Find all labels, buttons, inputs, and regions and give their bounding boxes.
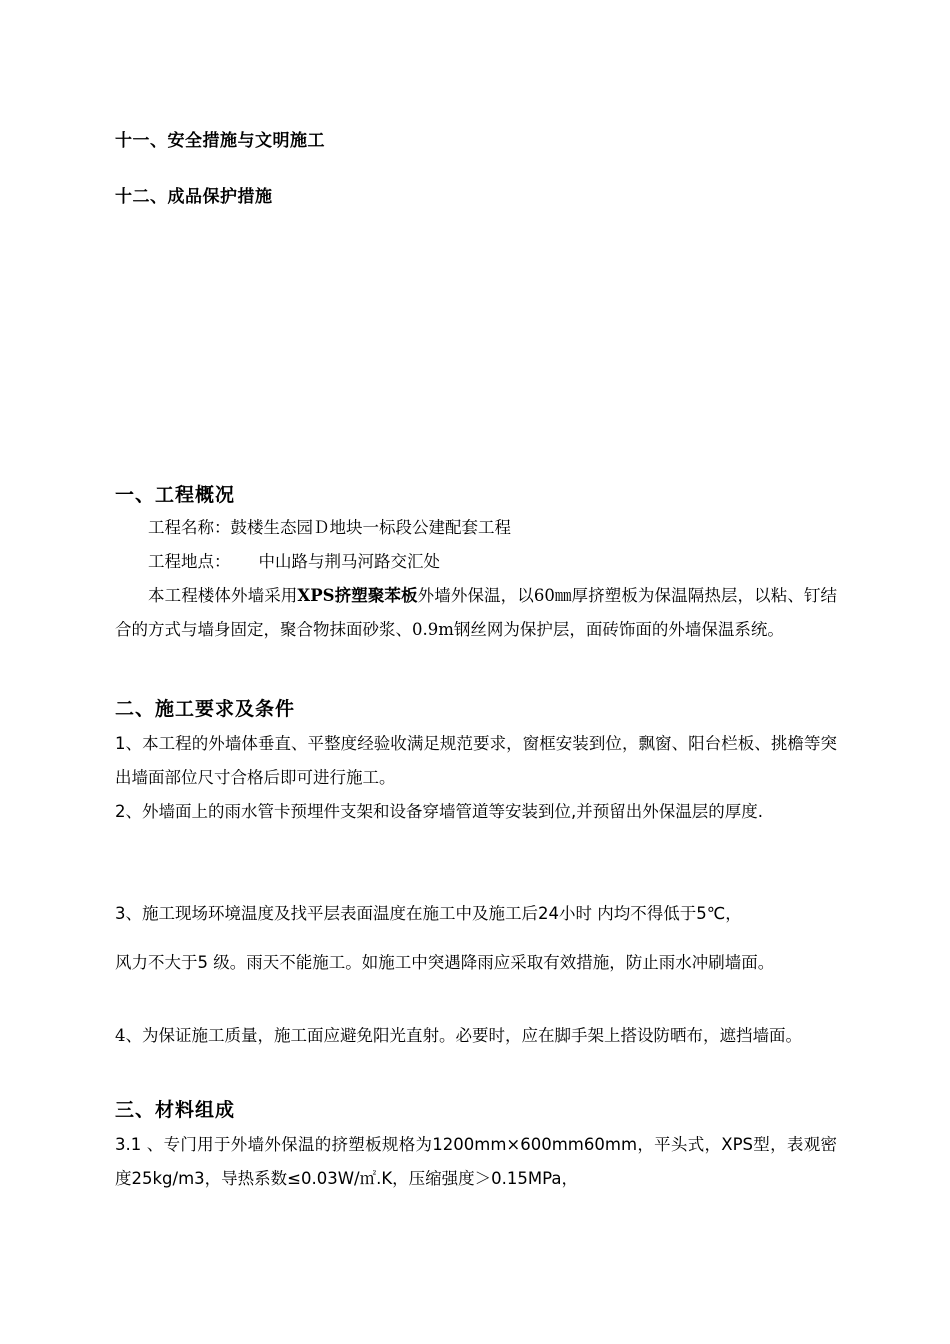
requirement-item-4: 4、为保证施工质量，施工面应避免阳光直射。必要时，应在脚手架上搭设防晒布，遮挡墙面。	[115, 1026, 802, 1045]
project-location	[115, 545, 837, 579]
material-item-3-1: 3.1 、专门用于外墙外保温的挤塑板规格为1200mm×600mm60mm，平头式，XPS型，表观密度25kg/m3，导热系数≤0.03W/㎡.K，压缩强度＞0.15MPa，	[115, 1135, 837, 1188]
desc-post: 外墙外保温，以60㎜厚挤塑板为保温隔热层，以粘、钉结合的方式与墙身固定，聚合物抹面砂浆、0.9m钢丝网为保护层，面砖饰面的外墙保温系统。	[115, 586, 838, 639]
project-location-value: 中山路与荆马河路交汇处	[258, 552, 440, 571]
project-description	[115, 579, 837, 647]
project-location-label: 工程地点：	[148, 552, 231, 571]
requirement-item-1: 1、本工程的外墙体垂直、平整度经验收满足规范要求，窗框安装到位，飘窗、阳台栏板、挑檐等突出墙面部位尺寸合格后即可进行施工。	[115, 734, 837, 787]
desc-bold: XPS挤塑聚苯板	[297, 586, 418, 605]
section1-heading: 一、工程概况	[115, 484, 236, 506]
toc-item-11: 十一、安全措施与文明施工	[115, 131, 325, 151]
section3-heading: 三、材料组成	[115, 1099, 236, 1121]
project-name: 工程名称：鼓楼生态园Ｄ地块一标段公建配套工程	[148, 518, 511, 537]
desc-pre: 本工程楼体外墙采用	[148, 586, 298, 605]
requirement-item-3-line-1: 3、施工现场环境温度及找平层表面温度在施工中及施工后24小时 内均不得低于5℃，	[115, 904, 742, 923]
section2-heading: 二、施工要求及条件	[115, 698, 296, 720]
toc-item-12: 十二、成品保护措施	[115, 187, 273, 207]
requirement-item-3-line-2: 风力不大于5 级。雨天不能施工。如施工中突遇降雨应采取有效措施，防止雨水冲刷墙面。	[115, 953, 775, 972]
requirement-item-2: 2、外墙面上的雨水管卡预埋件支架和设备穿墙管道等安装到位,并预留出外保温层的厚度.	[115, 802, 763, 821]
